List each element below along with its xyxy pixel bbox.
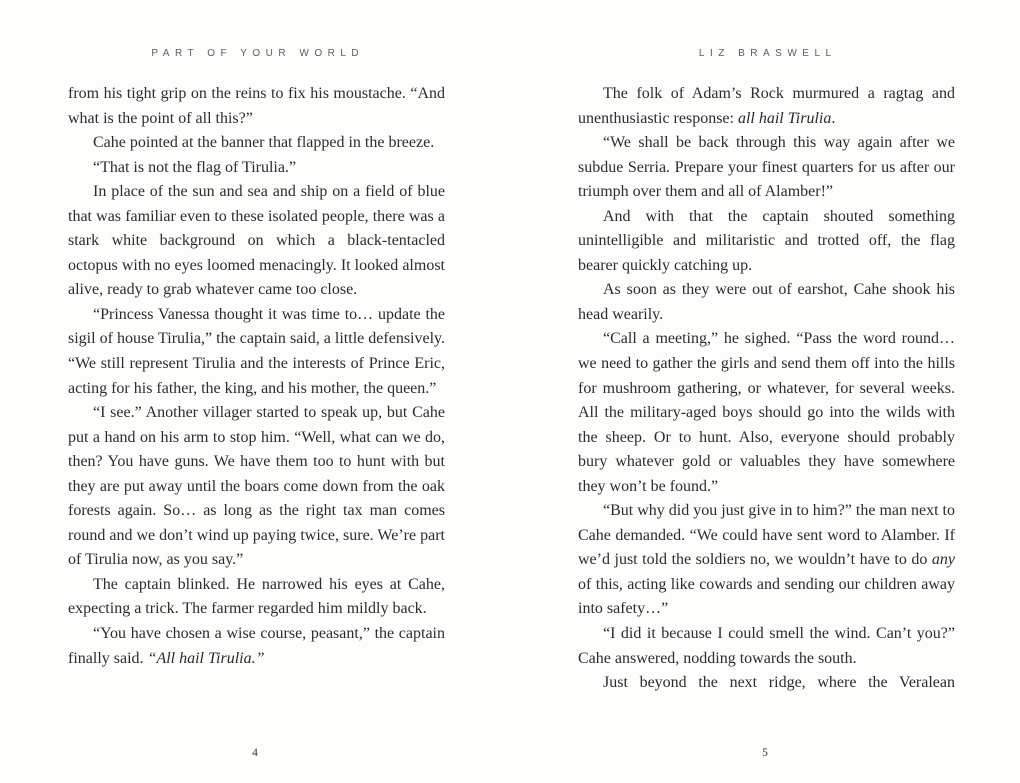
running-header-right: LIZ BRASWELL [698,48,837,59]
italic-text-segment: any [931,551,955,569]
text-segment: of this, acting like cowards and sending our children away into safety…” [578,575,955,618]
italic-text-segment: all hail Tirulia [737,109,832,127]
text-segment: “You have chosen a wise course, peasant,” the captain finally said. [68,625,445,667]
paragraph [578,327,955,499]
text-segment: “Princess Vanessa thought it was time to… update the sigil of house Tirulia,” the captain said, a little defensively. “We still represent Tirulia and the interests of Prince Eric, acting for his father, the king, and his mother, the queen.” [68,305,445,397]
text-segment: “That is not the flag of Tirulia.” [93,158,297,176]
paragraph [578,499,955,622]
paragraph [578,622,955,671]
paragraph [68,622,445,671]
paragraph [578,671,955,696]
italic-text-segment: “All hail Tirulia.” [147,649,265,667]
paragraph [68,180,445,303]
paragraph [68,131,445,156]
paragraph [68,401,445,573]
text-segment: Cahe pointed at the banner that flapped in the breeze. [93,134,435,152]
text-segment: “I see.” Another villager started to speak up, but Cahe put a hand on his arm to stop him. “Well, what can we do, then? You have guns. We have them too to hunt with but they are put away until the boars come down from the oak forests again. So… as long as the right tax man comes round and we don’t wind up paying twice, sure. We’re part of Tirulia now, as you say.” [68,404,445,569]
page-number-right: 5 [762,747,768,759]
text-segment: “We shall be back through this way again after we subdue Serria. Prepare your finest quarters for us after our triumph over them and all of Alamber!” [578,134,955,201]
text-segment: The folk of Adam’s Rock murmured a ragtag and unenthusiastic response: [578,85,955,127]
paragraph [68,303,445,401]
page-number-left: 4 [252,747,258,759]
paragraph [68,156,445,181]
text-segment: As soon as they were out of earshot, Cahe shook his head wearily. [578,281,955,323]
paragraph [578,82,955,131]
paragraph [578,205,955,279]
text-segment: “Call a meeting,” he sighed. “Pass the word round… we need to gather the girls and send them off into the hills for mushroom gathering, or whatever, for several weeks. All the military-aged boys should go into the wilds with the sheep. Or to hunt. Also, everyone should probably bury whatever gold or valuables they have somewhere they won’t be found.” [578,330,955,495]
paragraph [578,278,955,327]
text-segment: from his tight grip on the reins to fix his moustache. “And what is the point of all this?” [68,85,445,127]
paragraph [68,82,445,131]
left-page-body [68,82,445,671]
text-segment: In place of the sun and sea and ship on a field of blue that was familiar even to these isolated people, there was a stark white background on which a black-tentacled octopus with no eyes loomed menacingly. It looked almost alive, ready to grab whatever came too close. [68,183,445,299]
paragraph [68,573,445,622]
right-page [510,0,1020,783]
right-page-body [578,82,955,696]
text-segment: And with that the captain shouted something unintelligible and militaristic and trotted off, the flag bearer quickly catching up. [578,207,955,274]
running-header-left: PART OF YOUR WORLD [151,48,365,59]
text-segment: . [831,109,836,127]
paragraph [578,131,955,205]
text-segment: “But why did you just give in to him?” the man next to Cahe demanded. “We could have sent word to Alamber. If we’d just told the soldiers no, we wouldn’t have to do [578,502,955,569]
text-segment: Just beyond the next ridge, where the Veralean [603,674,955,692]
text-segment: “I did it because I could smell the wind. Can’t you?” Cahe answered, nodding towards the south. [578,625,955,667]
text-segment: The captain blinked. He narrowed his eyes at Cahe, expecting a trick. The farmer regarded him mildly back. [68,575,445,618]
